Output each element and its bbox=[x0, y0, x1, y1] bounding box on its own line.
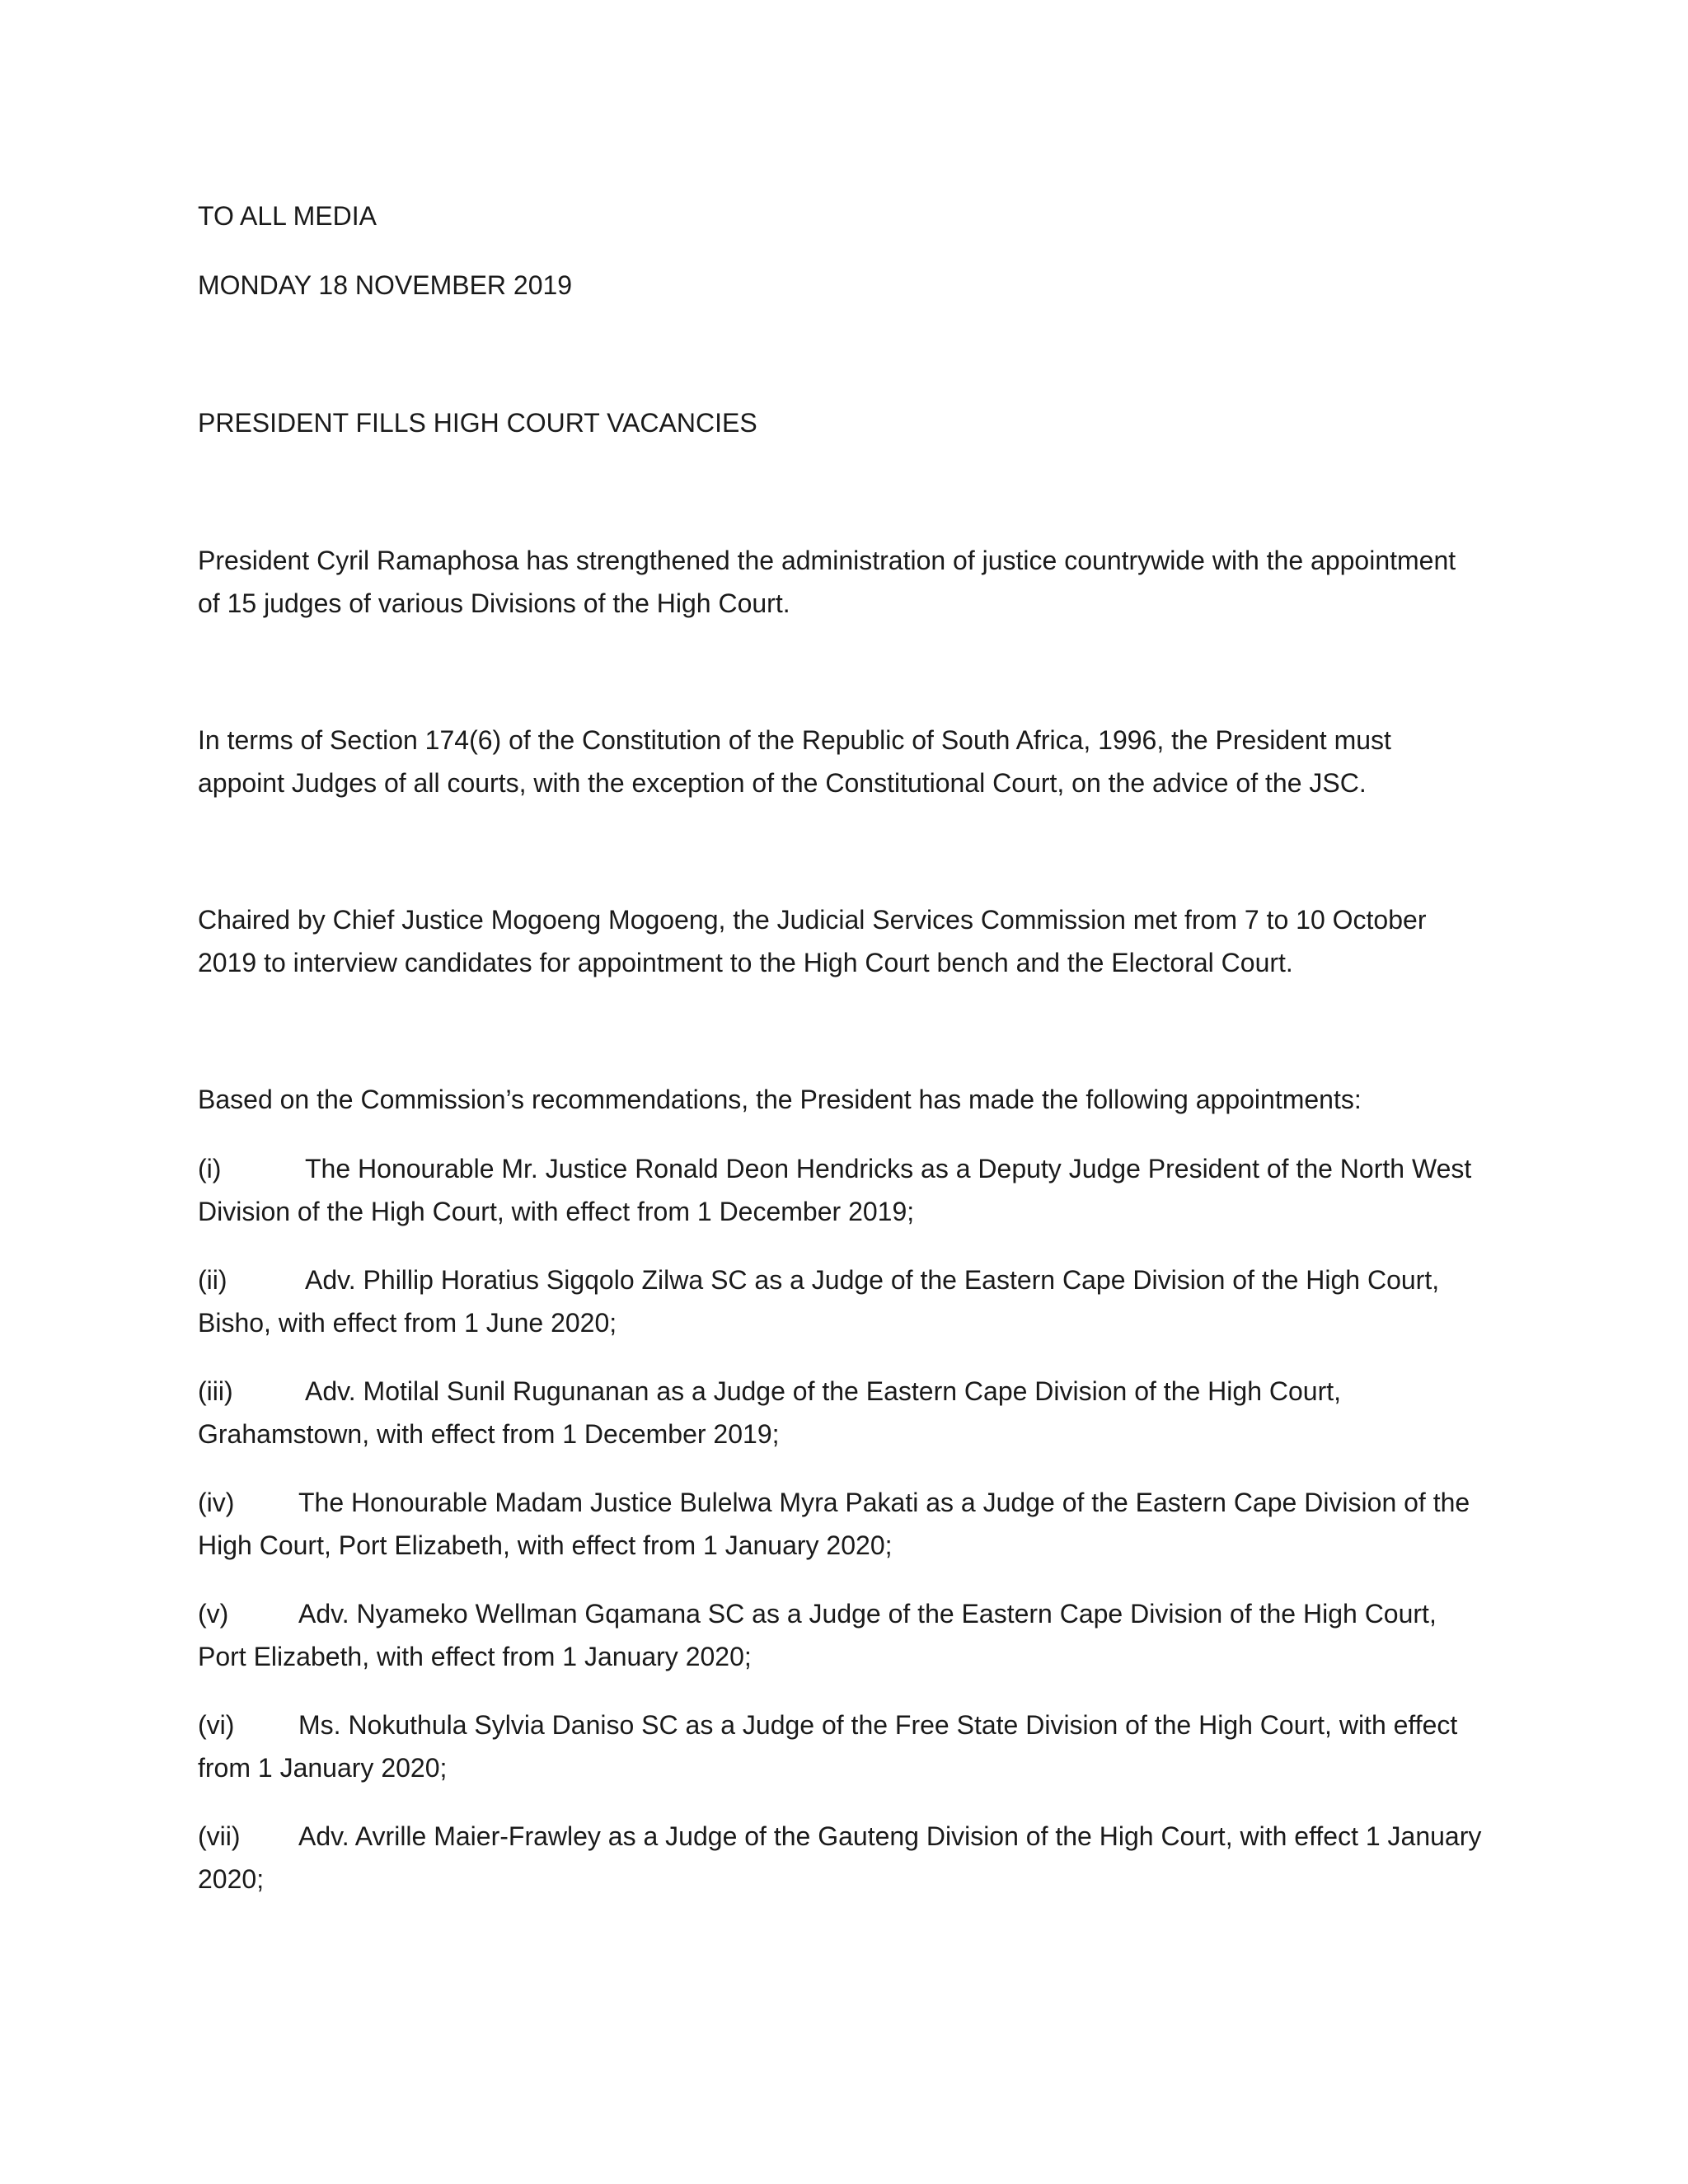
paragraph-intro: President Cyril Ramaphosa has strengthened the administration of justice countrywide with the appointment of 15 judges of various Divisions of the High Court. bbox=[198, 546, 1456, 618]
paragraph-appointments-lead: Based on the Commission’s recommendations, the President has made the following appointments: bbox=[198, 1085, 1362, 1114]
recipient-line: TO ALL MEDIA bbox=[198, 201, 377, 231]
paragraph-constitution: In terms of Section 174(6) of the Constitution of the Republic of South Africa, 1996, the President must appoint Judges of all courts, with the exception of the Constitutional Court, on the advice of the JSC. bbox=[198, 725, 1391, 798]
appointment-text: The Honourable Mr. Justice Ronald Deon Hendricks as a Deputy Judge President of the North West Division of the High Court, with effect from 1 December 2019; bbox=[198, 1154, 1472, 1226]
appointment-number: (v) bbox=[198, 1599, 229, 1629]
appointment-text: Adv. Nyameko Wellman Gqamana SC as a Judge of the Eastern Cape Division of the High Court, Port Elizabeth, with effect from 1 January 2020; bbox=[198, 1599, 1437, 1671]
date-line: MONDAY 18 NOVEMBER 2019 bbox=[198, 270, 573, 300]
paragraph-commission: Chaired by Chief Justice Mogoeng Mogoeng, the Judicial Services Commission met from 7 to 10 October 2019 to interview candidates for appointment to the High Court bench and the Electoral Court. bbox=[198, 905, 1427, 977]
appointment-item bbox=[198, 1704, 1492, 1789]
appointment-item bbox=[198, 1370, 1492, 1455]
appointment-number: (vi) bbox=[198, 1710, 235, 1740]
appointment-item bbox=[198, 1481, 1492, 1567]
appointment-text: Ms. Nokuthula Sylvia Daniso SC as a Judge of the Free State Division of the High Court, with effect from 1 January 2020; bbox=[198, 1710, 1458, 1783]
appointment-item bbox=[198, 1592, 1492, 1678]
appointment-item bbox=[198, 1258, 1492, 1344]
document-title: PRESIDENT FILLS HIGH COURT VACANCIES bbox=[198, 408, 757, 438]
appointment-number: (iv) bbox=[198, 1488, 235, 1517]
appointment-text: The Honourable Madam Justice Bulelwa Myra Pakati as a Judge of the Eastern Cape Division of the High Court, Port Elizabeth, with effect from 1 January 2020; bbox=[198, 1488, 1470, 1560]
appointment-number: (ii) bbox=[198, 1265, 227, 1295]
appointment-text: Adv. Avrille Maier-Frawley as a Judge of the Gauteng Division of the High Court, with effect 1 January 2020; bbox=[198, 1821, 1482, 1894]
appointment-item bbox=[198, 1147, 1492, 1233]
appointment-number: (i) bbox=[198, 1154, 222, 1183]
appointment-text: Adv. Phillip Horatius Sigqolo Zilwa SC as a Judge of the Eastern Cape Division of the High Court, Bisho, with effect from 1 June 2020; bbox=[198, 1265, 1440, 1338]
appointment-item bbox=[198, 1815, 1492, 1900]
appointment-text: Adv. Motilal Sunil Rugunanan as a Judge of the Eastern Cape Division of the High Court, Grahamstown, with effect from 1 December 2019; bbox=[198, 1376, 1342, 1449]
appointment-number: (vii) bbox=[198, 1821, 241, 1851]
appointment-number: (iii) bbox=[198, 1376, 233, 1406]
